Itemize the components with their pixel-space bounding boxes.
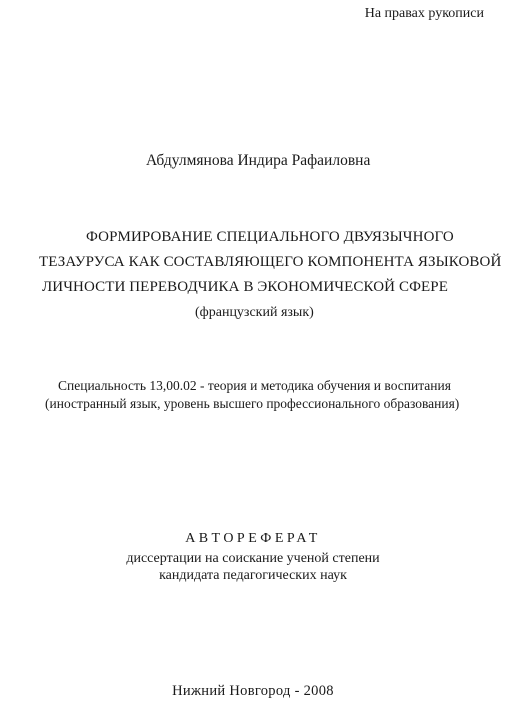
specialty-line-2: (иностранный язык, уровень высшего профессионального образования) (45, 396, 460, 411)
abstract-line-2: кандидата педагогических наук (159, 568, 347, 583)
rights-note: На правах рукописи (364, 6, 484, 21)
title-line-2: ТЕЗАУРУСА КАК СОСТАВЛЯЮЩЕГО КОМПОНЕНТА ЯЗЫКОВОЙ (39, 254, 502, 270)
title-line-3: ЛИЧНОСТИ ПЕРЕВОДЧИКА В ЭКОНОМИЧЕСКОЙ СФЕРЕ (42, 279, 448, 295)
abstract-heading: АВТОРЕФЕРАТ (185, 531, 321, 546)
city-year: Нижний Новгород - 2008 (172, 683, 334, 699)
abstract-line-1: диссертации на соискание ученой степени (126, 551, 380, 566)
specialty-line-1: Специальность 13,00.02 - теория и методика обучения и воспитания (58, 378, 451, 393)
author-name: Абдулмянова Индира Рафаиловна (146, 152, 371, 169)
title-line-1: ФОРМИРОВАНИЕ СПЕЦИАЛЬНОГО ДВУЯЗЫЧНОГО (86, 229, 454, 245)
language-note: (французский язык) (195, 305, 314, 320)
